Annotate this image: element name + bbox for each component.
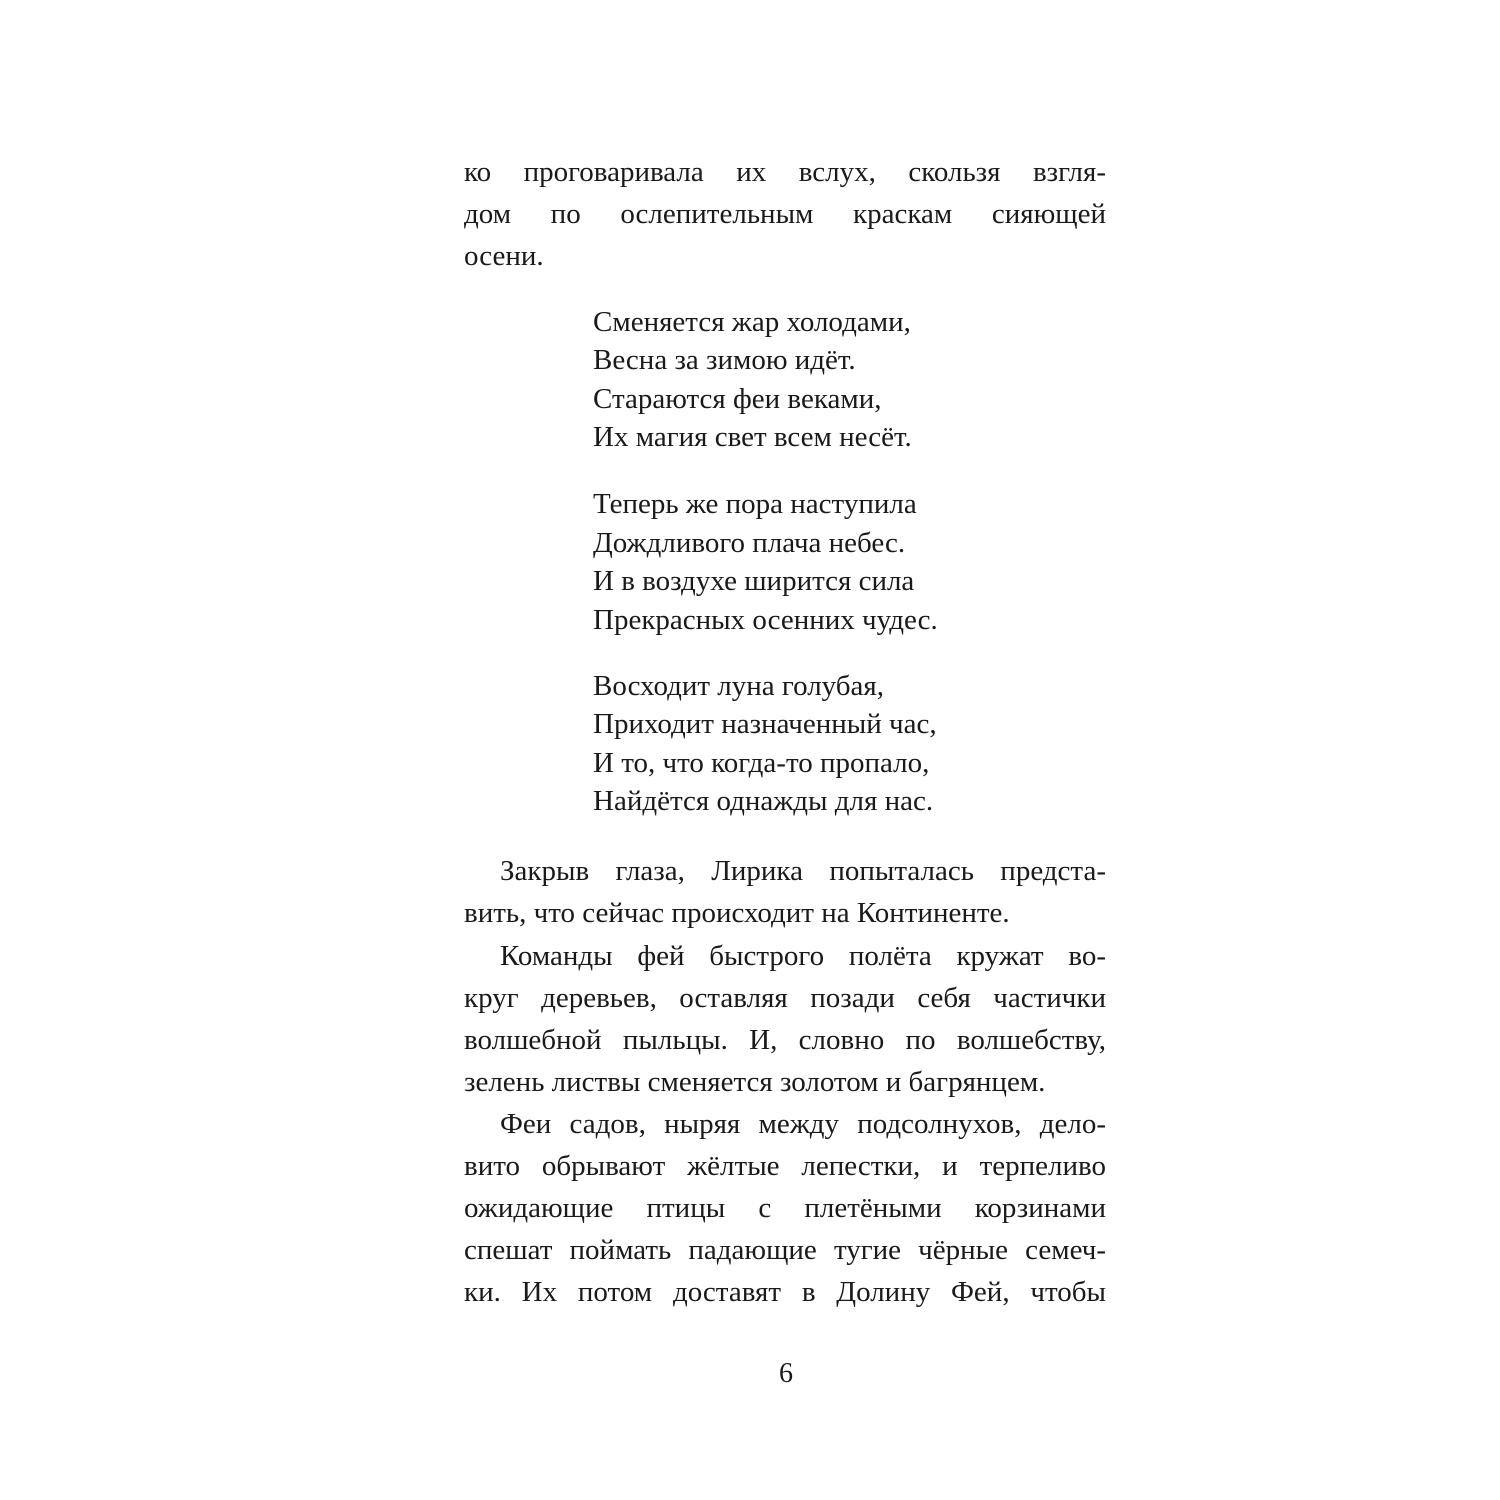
text-line: круг деревьев, оставляя позади себя частички [464,982,1106,1014]
text-line: ки. Их потом доставят в Долину Фей, чтобы [464,1276,1106,1308]
poem-line: Прекрасных осенних чудес. [593,604,938,636]
text-line: Феи садов, ныряя между подсолнухов, дело- [500,1108,1106,1140]
page-number: 6 [779,1358,793,1389]
poem-line: Теперь же пора наступила [593,488,917,520]
text-line: осени. [464,240,544,272]
poem-line: Стараются феи веками, [593,383,882,415]
text-line: Команды фей быстрого полёта кружат во- [500,940,1106,972]
text-line: ожидающие птицы с плетёными корзинами [464,1192,1106,1224]
text-line: дом по ослепительным краскам сияющей [464,198,1106,230]
text-line: вито обрывают жёлтые лепестки, и терпеливо [464,1150,1106,1182]
poem-line: И то, что когда-то пропало, [593,747,930,779]
poem-line: Сменяется жар холодами, [593,306,911,338]
text-line: ко проговаривала их вслух, скользя взгля- [464,156,1106,188]
text-line: зелень листвы сменяется золотом и багрянцем. [464,1066,1046,1098]
text-line: вить, что сейчас происходит на Континенте. [464,897,1010,929]
poem-line: Весна за зимою идёт. [593,344,856,376]
poem-line: Приходит назначенный час, [593,708,937,740]
poem-line: Дождливого плача небес. [593,527,906,559]
poem-line: И в воздухе ширится сила [593,565,915,597]
text-line: волшебной пыльцы. И, словно по волшебству, [464,1024,1106,1056]
poem-line: Восходит луна голубая, [593,670,885,702]
poem-line: Их магия свет всем несёт. [593,421,912,453]
text-line: спешат поймать падающие тугие чёрные семеч- [464,1234,1106,1266]
text-line: Закрыв глаза, Лирика попыталась предста- [500,855,1106,887]
poem-line: Найдётся однажды для нас. [593,785,934,817]
